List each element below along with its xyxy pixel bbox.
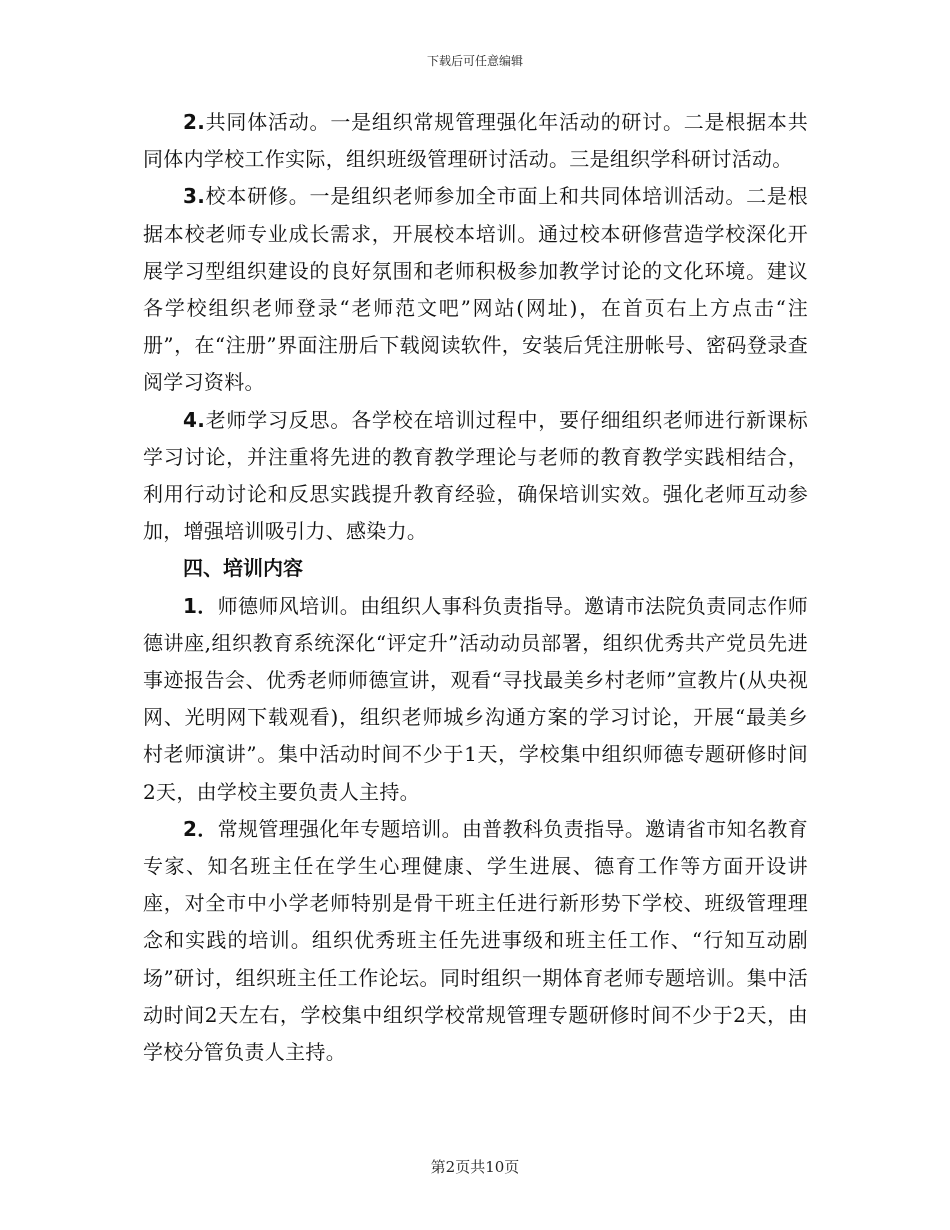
document-body xyxy=(143,104,808,1071)
paragraph-school-based-training xyxy=(143,178,808,401)
paragraph-teacher-reflection xyxy=(143,402,808,551)
paragraph-text: 校本研修。一是组织老师参加全市面上和共同体培训活动。二是根据本校老师专业成长需求，开展校本培训。通过校本研修营造学校深化开展学习型组织建设的良好氛围和老师积极参加教学讨论的文化环境。建议各学校组织老师登录“老师范文吧”网站(网址)，在首页右上方点击“注册”，在“注册”界面注册后下载阅读软件，安装后凭注册帐号、密码登录查阅学习资料。 xyxy=(143,184,808,395)
paragraph-text: 常规管理强化年专题培训。由普教科负责指导。邀请省市知名教育专家、知名班主任在学生心理健康、学生进展、德育工作等方面开设讲座，对全市中小学老师特别是骨干班主任进行新形势下学校、班级管理理念和实践的培训。组织优秀班主任先进事级和班主任工作、“行知互动剧场”研讨，组织班主任工作论坛。同时组织一期体育老师专题培训。集中活动时间2天左右，学校集中组织学校常规管理专题研修时间不少于2天，由学校分管负责人主持。 xyxy=(143,816,808,1065)
item-number: 1． xyxy=(183,593,218,618)
paragraph-management-training xyxy=(143,811,808,1071)
item-number: 2． xyxy=(183,816,218,841)
item-number: 3. xyxy=(183,184,206,209)
page-header: 下载后可任意编辑 xyxy=(426,54,523,68)
paragraph-text: 老师学习反思。各学校在培训过程中，要仔细组织老师进行新课标学习讨论，并注重将先进的教育教学理论与老师的教育教学实践相结合，利用行动讨论和反思实践提升教育经验，确保培训实效。强化老师互动参加，增强培训吸引力、感染力。 xyxy=(143,407,808,544)
page-footer: 第2页共10页 xyxy=(430,1158,520,1176)
section-heading: 四、培训内容 xyxy=(183,556,303,581)
paragraph-text: 共同体活动。一是组织常规管理强化年活动的研讨。二是根据本共同体内学校工作实际，组织班级管理研讨活动。三是组织学科研讨活动。 xyxy=(143,110,808,172)
paragraph-text: 师德师风培训。由组织人事科负责指导。邀请市法院负责同志作师德讲座,组织教育系统深化“评定升”活动动员部署，组织优秀共产党员先进事迹报告会、优秀老师师德宣讲，观看“寻找最美乡村老师”宣教片(从央视网、光明网下载观看)，组织老师城乡沟通方案的学习讨论，开展“最美乡村老师演讲”。集中活动时间不少于1天，学校集中组织师德专题研修时间2天，由学校主要负责人主持。 xyxy=(143,593,808,804)
item-number: 2. xyxy=(183,110,206,134)
paragraph-ethics-training xyxy=(143,588,808,811)
item-number: 4. xyxy=(183,407,206,432)
paragraph-community-activity xyxy=(143,104,808,178)
